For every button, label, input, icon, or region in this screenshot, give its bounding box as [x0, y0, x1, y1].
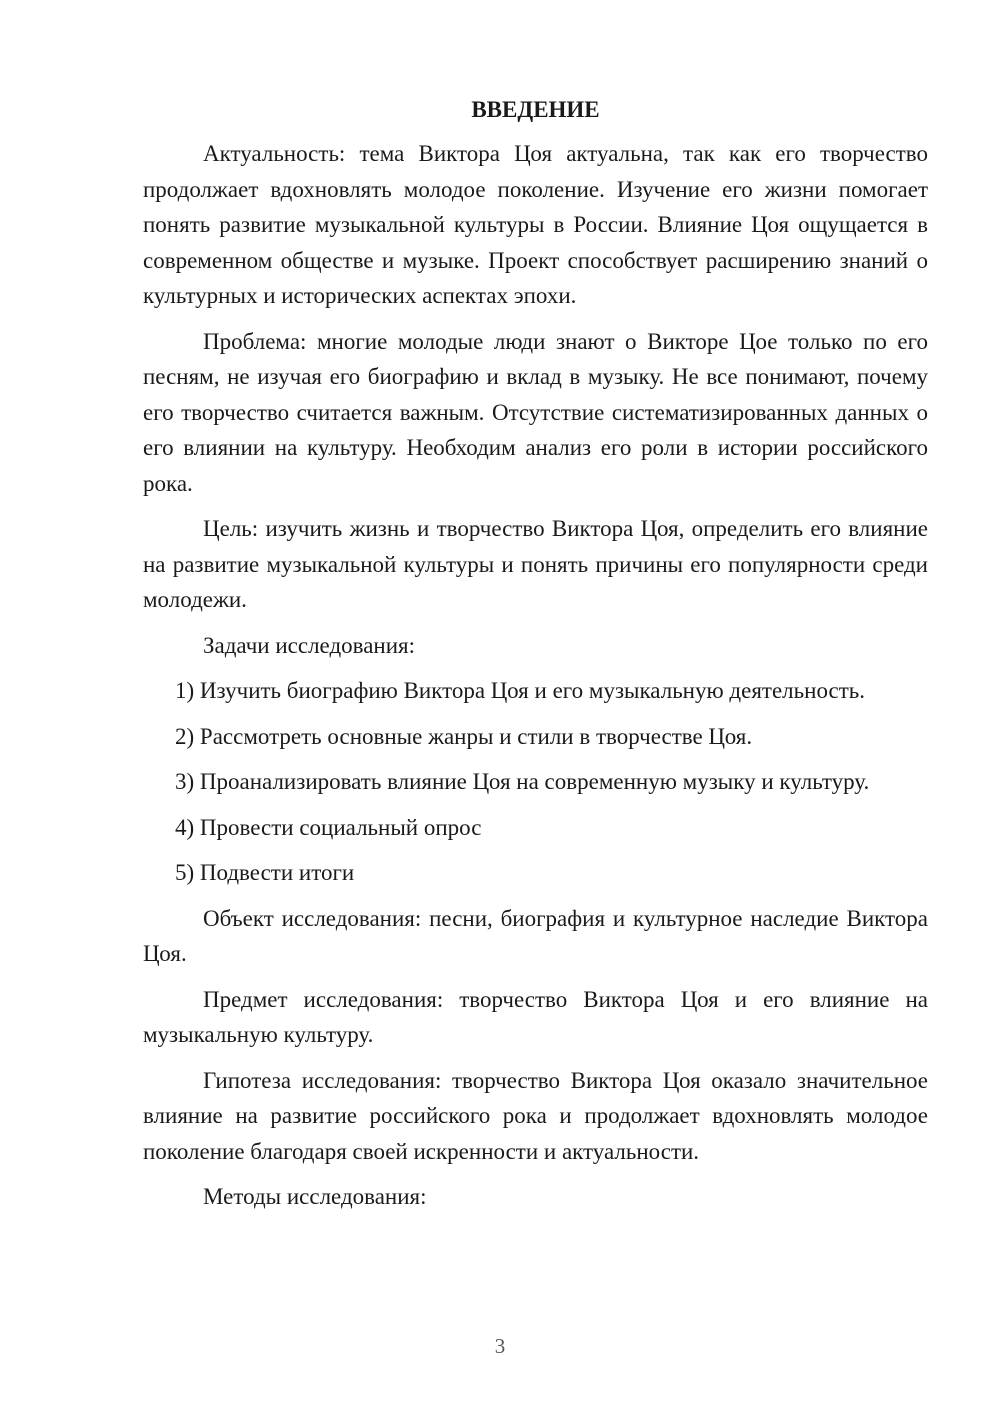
problem-paragraph: Проблема: многие молодые люди знают о Викторе Цое только по его песням, не изучая его биографию и вклад в музыку. Не все понимают, почему его творчество считается важным. Отсутствие систематизированных данных о его влиянии на культуру. Необходим анализ его роли в истории российского рока. [143, 328, 928, 496]
object-paragraph: Объект исследования: песни, биография и культурное наследие Виктора Цоя. [143, 905, 928, 966]
page-number: 3 [494, 1334, 506, 1358]
relevance-paragraph: Актуальность: тема Виктора Цоя актуальна, так как его творчество продолжает вдохновлять молодое поколение. Изучение его жизни помогает понять развитие музыкальной культуры в России. Влияние Цоя ощущается в современном обществе и музыке. Проект способствует расширению знаний о культурных и исторических аспектах эпохи. [143, 141, 928, 308]
task-item-5: 5) Подвести итоги [175, 860, 355, 885]
task-item-4: 4) Провести социальный опрос [175, 814, 482, 840]
tasks-heading: Задачи исследования: [203, 632, 416, 658]
task-item-3: 3) Проанализировать влияние Цоя на современную музыку и культуру. [175, 769, 870, 794]
task-item-1: 1) Изучить биографию Виктора Цоя и его музыкальную деятельность. [175, 678, 866, 703]
goal-paragraph: Цель: изучить жизнь и творчество Виктора Цоя, определить его влияние на развитие музыкальной культуры и понять причины его популярности среди молодежи. [143, 516, 928, 612]
hypothesis-paragraph: Гипотеза исследования: творчество Виктора Цоя оказало значительное влияние на развитие российского рока и продолжает вдохновлять молодое поколение благодаря своей искренности и актуальности. [143, 1067, 928, 1164]
task-item-2: 2) Рассмотреть основные жанры и стили в творчестве Цоя. [175, 723, 753, 749]
methods-heading: Методы исследования: [203, 1184, 427, 1209]
subject-paragraph: Предмет исследования: творчество Виктора Цоя и его влияние на музыкальную культуру. [143, 986, 928, 1047]
page-title: ВВЕДЕНИЕ [471, 97, 600, 122]
document-page [143, 92, 928, 1225]
